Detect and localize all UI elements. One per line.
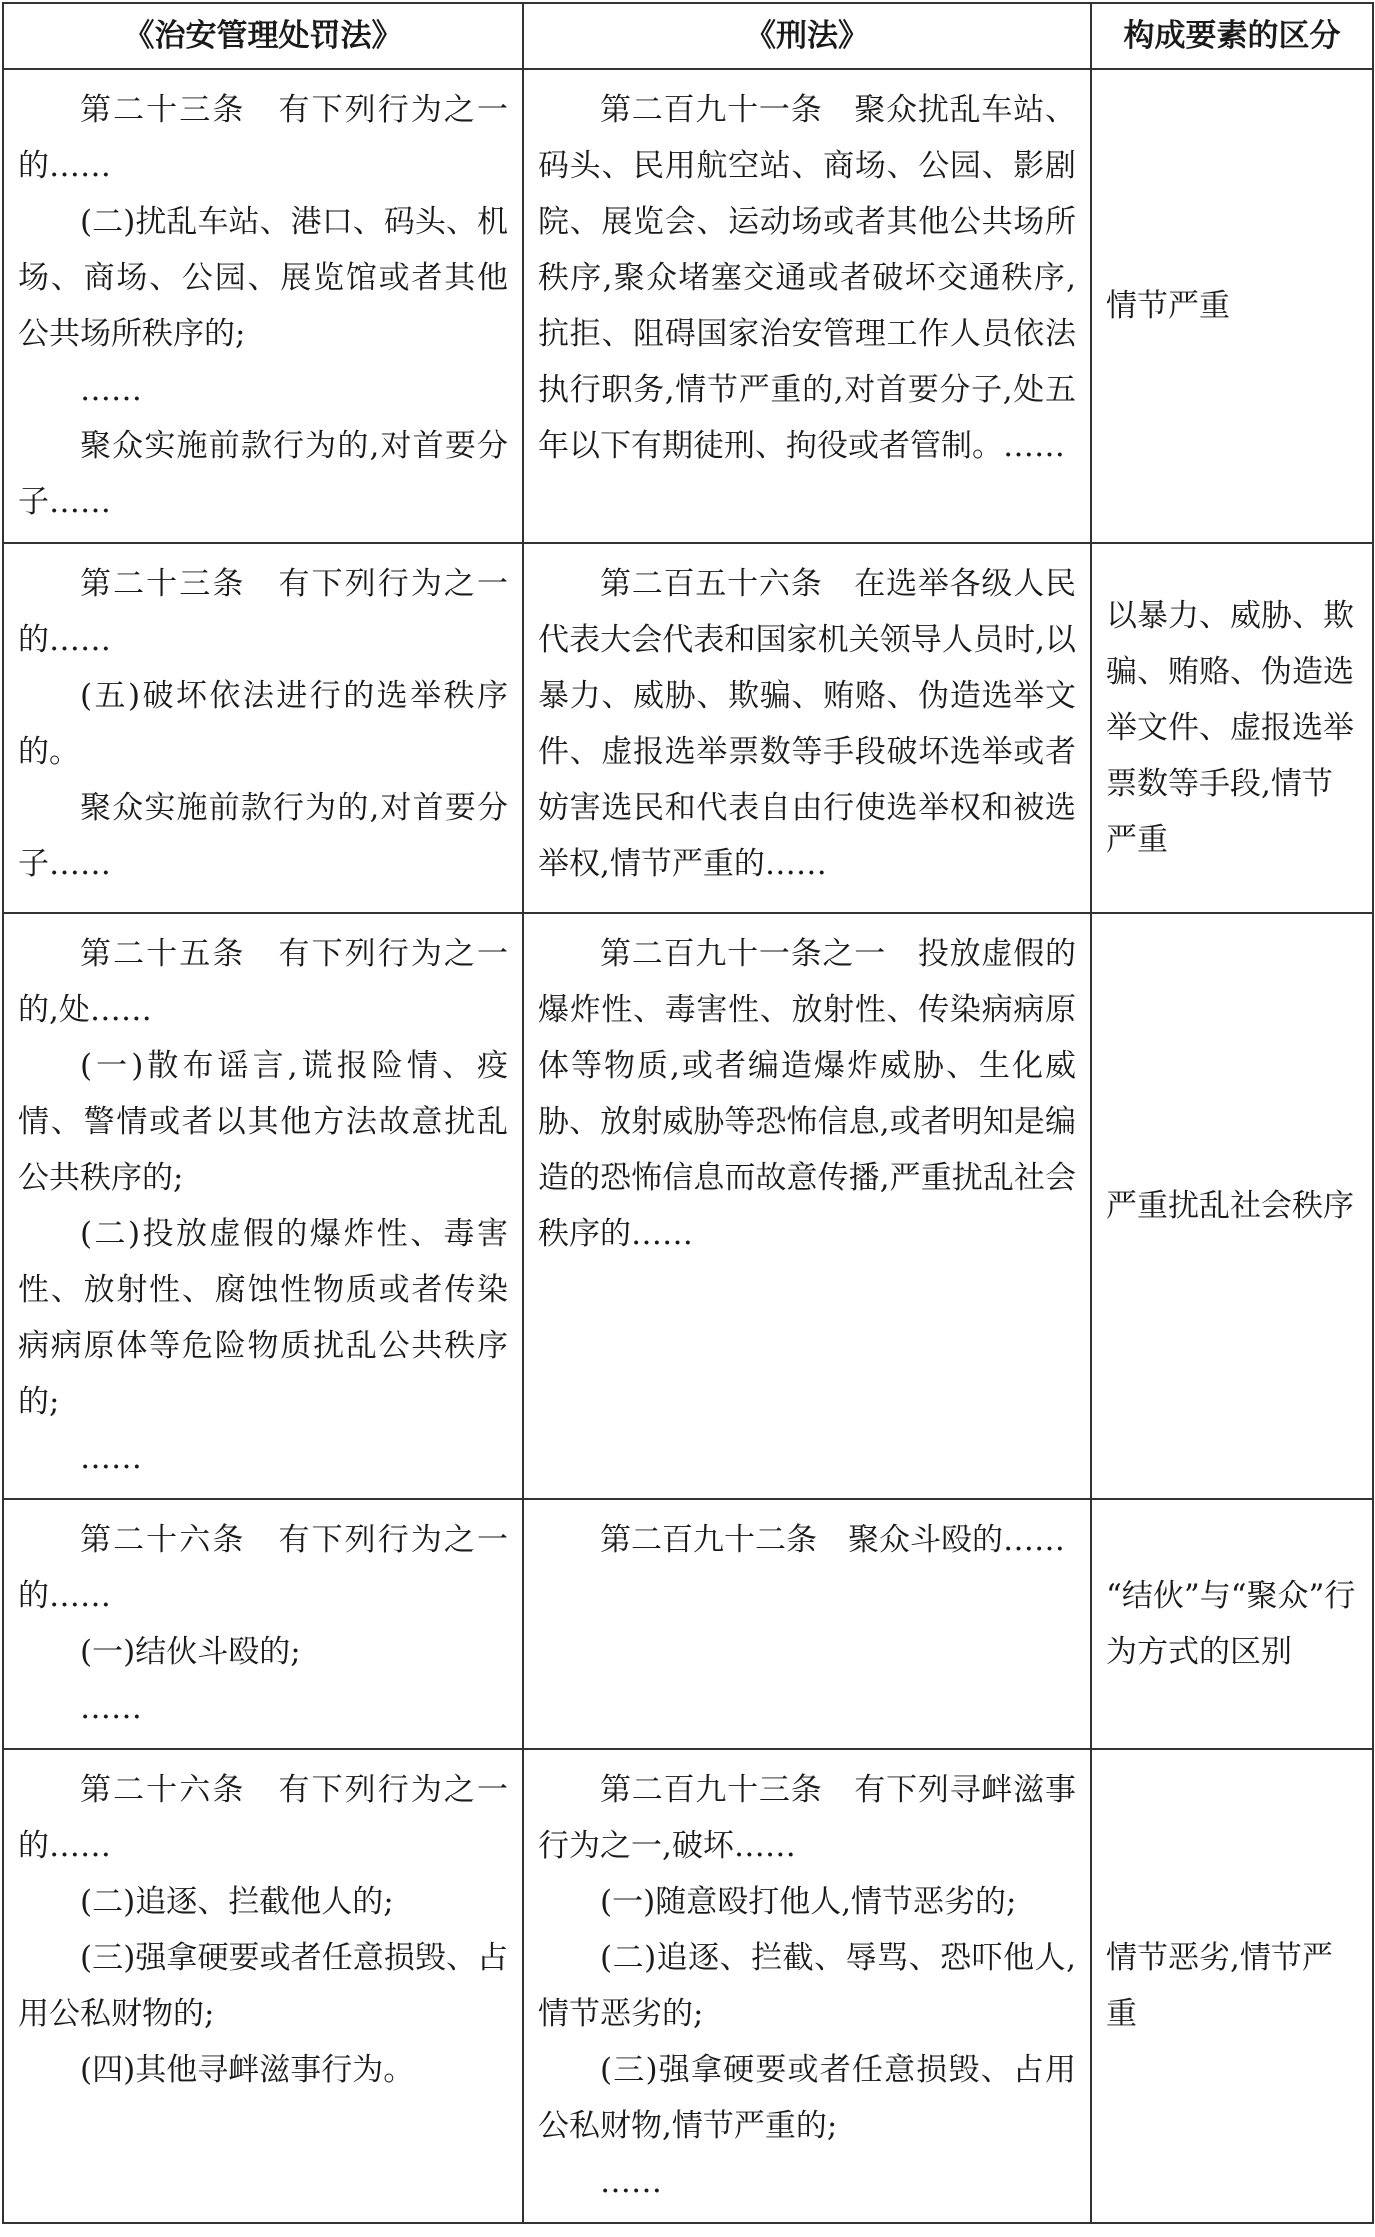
article-text: (二)追逐、拦截、辱骂、恐吓他人,情节恶劣的; xyxy=(538,1940,1076,2032)
article-text: 第二十六条 有下列行为之一的…… xyxy=(18,1522,508,1614)
criminal-law-cell xyxy=(523,69,1091,543)
table-row xyxy=(3,1749,1373,2223)
article-text: (二)追逐、拦截他人的; xyxy=(80,1884,394,1920)
article-text: …… xyxy=(80,372,142,408)
header-criminal-law: 《刑法》 xyxy=(523,3,1091,69)
article-text: 第二百九十一条 聚众扰乱车站、码头、民用航空站、商场、公园、影剧院、展览会、运动场或者其他公共场所秩序,聚众堵塞交通或者破坏交通秩序,抗拒、阻碍国家治安管理工作人员依法执行职务,情节严重的,对首要分子,处五年以下有期徒刑、拘役或者管制。…… xyxy=(538,92,1076,464)
public-security-law-cell xyxy=(3,543,523,913)
public-security-law-cell xyxy=(3,1749,523,2223)
article-text: (二)扰乱车站、港口、码头、机场、商场、公园、展览馆或者其他公共场所秩序的; xyxy=(18,204,508,352)
public-security-law-cell xyxy=(3,69,523,543)
article-text: …… xyxy=(600,2164,662,2200)
article-text: (五)破坏依法进行的选举秩序的。 xyxy=(18,678,508,770)
public-security-law-cell xyxy=(3,1499,523,1749)
article-text: (二)投放虚假的爆炸性、毒害性、放射性、腐蚀性物质或者传染病病原体等危险物质扰乱公共秩序的; xyxy=(18,1216,508,1420)
article-text: …… xyxy=(80,1690,142,1726)
table-row xyxy=(3,913,1373,1499)
criminal-law-cell xyxy=(523,913,1091,1499)
article-text: (一)结伙斗殴的; xyxy=(80,1634,301,1670)
header-public-security-law: 《治安管理处罚法》 xyxy=(3,3,523,69)
law-comparison-table xyxy=(2,2,1374,2224)
public-security-law-cell xyxy=(3,913,523,1499)
article-text: (一)随意殴打他人,情节恶劣的; xyxy=(600,1884,1017,1920)
article-text: (四)其他寻衅滋事行为。 xyxy=(80,2052,415,2088)
element-distinction-cell: 严重扰乱社会秩序 xyxy=(1091,913,1373,1499)
element-distinction-cell: 以暴力、威胁、欺骗、贿赂、伪造选举文件、虚报选举票数等手段,情节严重 xyxy=(1091,543,1373,913)
element-distinction-cell: “结伙”与“聚众”行为方式的区别 xyxy=(1091,1499,1373,1749)
article-text: (一)散布谣言,谎报险情、疫情、警情或者以其他方法故意扰乱公共秩序的; xyxy=(18,1048,508,1196)
article-text: (三)强拿硬要或者任意损毁、占用公私财物的; xyxy=(18,1940,508,2032)
header-element-distinction: 构成要素的区分 xyxy=(1091,3,1373,69)
article-text: 第二十三条 有下列行为之一的…… xyxy=(18,566,508,658)
element-distinction-cell: 情节恶劣,情节严重 xyxy=(1091,1749,1373,2223)
article-text: 第二十六条 有下列行为之一的…… xyxy=(18,1772,508,1864)
article-text: 第二百九十二条 聚众斗殴的…… xyxy=(600,1522,1065,1558)
article-text: 聚众实施前款行为的,对首要分子…… xyxy=(18,428,508,520)
table-row xyxy=(3,543,1373,913)
article-text: 第二百五十六条 在选举各级人民代表大会代表和国家机关领导人员时,以暴力、威胁、欺骗、贿赂、伪造选举文件、虚报选举票数等手段破坏选举或者妨害选民和代表自由行使选举权和被选举权,情节严重的…… xyxy=(538,566,1076,882)
article-text: 第二十五条 有下列行为之一的,处…… xyxy=(18,936,508,1028)
article-text: 聚众实施前款行为的,对首要分子…… xyxy=(18,790,508,882)
table-row xyxy=(3,69,1373,543)
criminal-law-cell xyxy=(523,543,1091,913)
article-text: (三)强拿硬要或者任意损毁、占用公私财物,情节严重的; xyxy=(538,2052,1076,2144)
criminal-law-cell xyxy=(523,1499,1091,1749)
element-distinction-cell: 情节严重 xyxy=(1091,69,1373,543)
criminal-law-cell xyxy=(523,1749,1091,2223)
article-text: 第二百九十一条之一 投放虚假的爆炸性、毒害性、放射性、传染病病原体等物质,或者编造爆炸威胁、生化威胁、放射威胁等恐怖信息,或者明知是编造的恐怖信息而故意传播,严重扰乱社会秩序的…… xyxy=(538,936,1076,1252)
article-text: 第二百九十三条 有下列寻衅滋事行为之一,破坏…… xyxy=(538,1772,1076,1864)
table-row xyxy=(3,1499,1373,1749)
table-header-row xyxy=(3,3,1373,69)
article-text: 第二十三条 有下列行为之一的…… xyxy=(18,92,508,184)
article-text: …… xyxy=(80,1440,142,1476)
